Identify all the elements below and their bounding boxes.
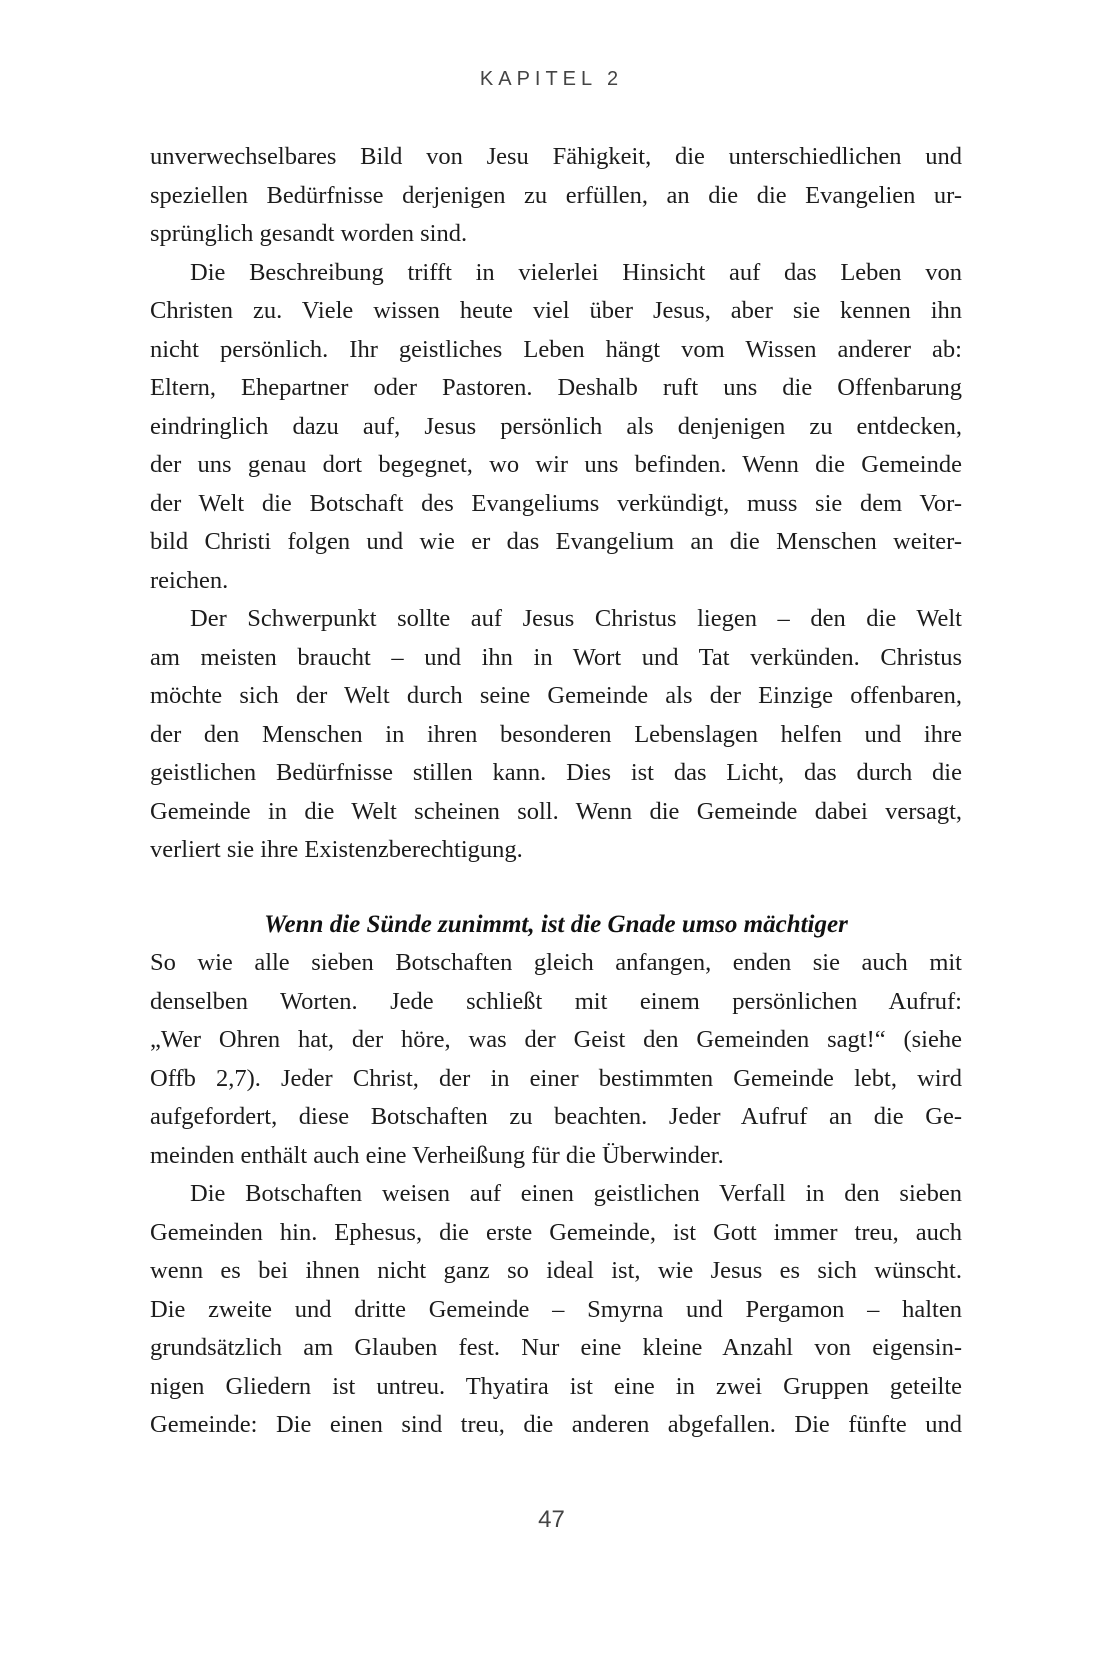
text-line: eindringlich dazu auf, Jesus persönlich als denjenigen zu entdecken, (150, 412, 962, 440)
text-line: der uns genau dort begegnet, wo wir uns befinden. Wenn die Gemeinde (150, 451, 962, 478)
text-line: bild Christi folgen und wie er das Evangelium an die Menschen weiter- (150, 528, 962, 555)
text-line: verliert sie ihre Existenzberechtigung. (150, 836, 523, 863)
running-head: KAPITEL 2 (479, 68, 624, 90)
text-line: unverwechselbares Bild von Jesu Fähigkeit, die unterschiedlichen und (150, 143, 962, 170)
text-line: Gemeinde: Die einen sind treu, die anderen abgefallen. Die fünfte und (150, 1411, 962, 1438)
text-line: „Wer Ohren hat, der höre, was der Geist den Gemeinden sagt!“ (siehe (150, 1026, 962, 1053)
text-line: nicht persönlich. Ihr geistliches Leben hängt vom Wissen anderer ab: (150, 335, 962, 363)
text-line: wenn es bei ihnen nicht ganz so ideal ist, wie Jesus es sich wünscht. (150, 1257, 962, 1284)
text-line: Die Beschreibung trifft in vielerlei Hinsicht auf das Leben von (190, 258, 962, 286)
text-line: reichen. (150, 566, 229, 594)
text-line: der Welt die Botschaft des Evangeliums verkündigt, muss sie dem Vor- (150, 489, 962, 517)
paragraph (150, 944, 962, 1175)
text-line: sprünglich gesandt worden sind. (150, 220, 468, 247)
text-line: der den Menschen in ihren besonderen Lebenslagen helfen und ihre (150, 720, 962, 748)
paragraph (150, 138, 962, 254)
paragraph (150, 600, 962, 870)
text-line: am meisten braucht – und ihn in Wort und Tat verkünden. Christus (150, 643, 962, 671)
text-line: möchte sich der Welt durch seine Gemeinde als der Einzige offenbaren, (150, 682, 962, 709)
text-line: Christen zu. Viele wissen heute viel über Jesus, aber sie kennen ihn (150, 297, 962, 324)
text-line: denselben Worten. Jede schließt mit einem persönlichen Aufruf: (150, 987, 962, 1015)
text-line: Offb 2,7). Jeder Christ, der in einer bestimmten Gemeinde lebt, wird (150, 1064, 962, 1092)
text-line: speziellen Bedürfnisse derjenigen zu erfüllen, an die die Evangelien ur- (150, 181, 962, 209)
page-body (150, 138, 962, 1445)
text-line: geistlichen Bedürfnisse stillen kann. Dies ist das Licht, das durch die (150, 759, 962, 786)
text-line: Der Schwerpunkt sollte auf Jesus Christus liegen – den die Welt (190, 605, 962, 632)
text-line: nigen Gliedern ist untreu. Thyatira ist eine in zwei Gruppen geteilte (150, 1372, 962, 1400)
text-line: Gemeinden hin. Ephesus, die erste Gemeinde, ist Gott immer treu, auch (150, 1218, 962, 1246)
text-line: Die Botschaften weisen auf einen geistlichen Verfall in den sieben (190, 1180, 962, 1207)
paragraph (150, 254, 962, 601)
paragraph (150, 1175, 962, 1445)
text-line: Die zweite und dritte Gemeinde – Smyrna und Pergamon – halten (150, 1295, 962, 1323)
text-line: Gemeinde in die Welt scheinen soll. Wenn die Gemeinde dabei versagt, (150, 797, 962, 825)
text-line: grundsätzlich am Glauben fest. Nur eine kleine Anzahl von eigensin- (150, 1334, 962, 1361)
text-line: aufgefordert, diese Botschaften zu beachten. Jeder Aufruf an die Ge- (150, 1103, 962, 1130)
section-heading: Wenn die Sünde zunimmt, ist die Gnade umso mächtiger (264, 910, 848, 938)
text-line: meinden enthält auch eine Verheißung für die Überwinder. (150, 1141, 724, 1169)
text-line: Eltern, Ehepartner oder Pastoren. Deshalb ruft uns die Offenbarung (150, 374, 962, 401)
page-number: 47 (538, 1506, 565, 1533)
text-line: So wie alle sieben Botschaften gleich anfangen, enden sie auch mit (150, 949, 962, 976)
